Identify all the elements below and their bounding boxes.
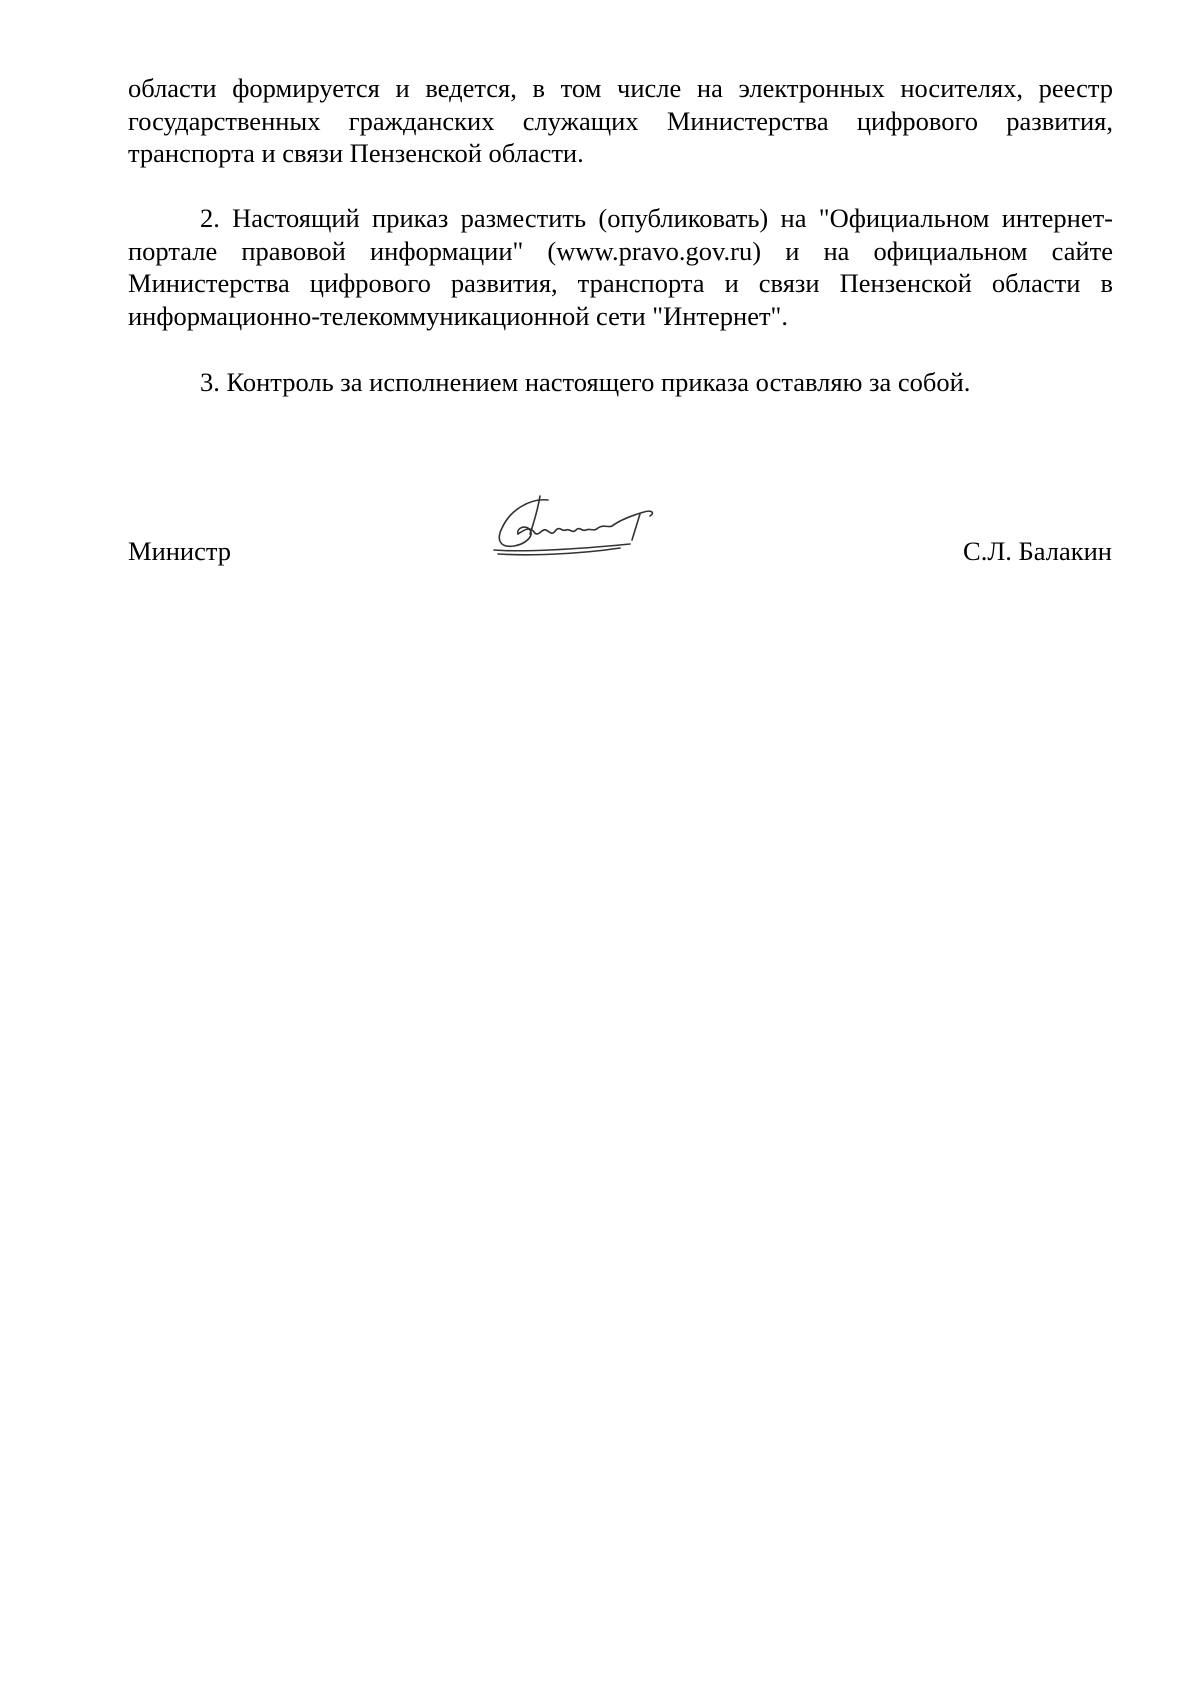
paragraph-3-control: 3. Контроль за исполнением настоящего приказа оставляю за собой. <box>200 367 971 397</box>
paragraph-continuation: области формируется и ведется, в том числе на электронных носителях, реестр государственных гражданских служащих Министерства цифрового развития, транспорта и связи Пензенской области. <box>128 73 1113 168</box>
handwritten-signature <box>480 490 680 562</box>
signer-position-title: Министр <box>128 536 232 566</box>
paragraph-2-publication: 2. Настоящий приказ разместить (опубликовать) на "Официальном интернет-портале правовой информации" (www.pravo.gov.ru) и на официальном сайте Министерства цифрового развития, транспорта и связи Пензенской области в информационно-телекоммуникационной сети "Интернет". <box>128 203 1113 331</box>
signer-name: С.Л. Балакин <box>963 536 1112 566</box>
